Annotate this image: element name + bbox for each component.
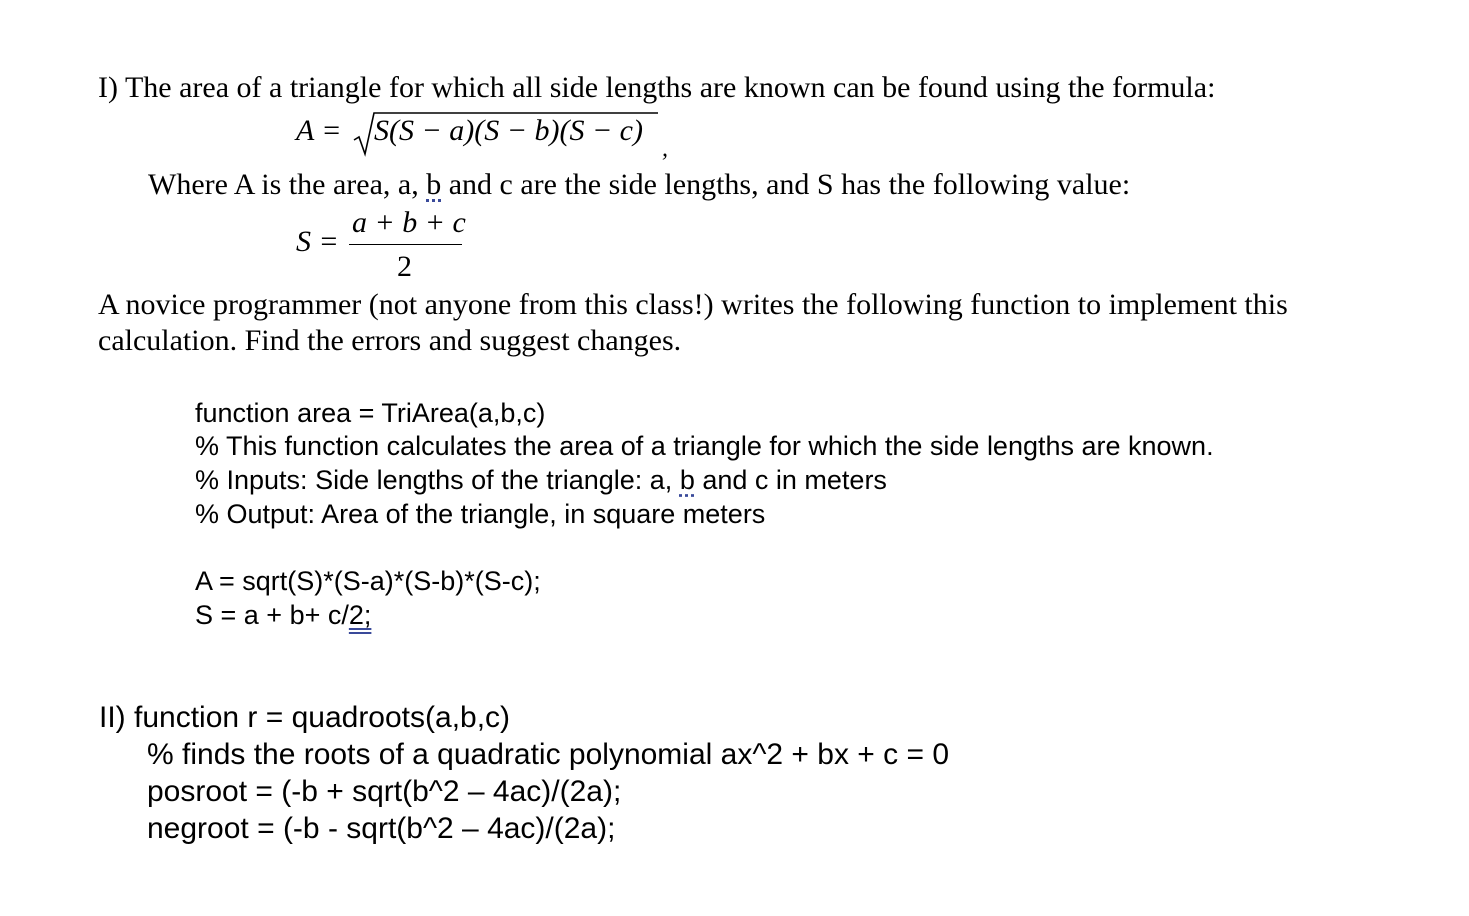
where-line-flagged-word: b [426, 168, 442, 201]
code-line-3-flagged: b [679, 465, 695, 495]
where-line-before: Where A is the area, a, [148, 168, 427, 201]
part2-line-3: posroot = (-b + sqrt(b^2 – 4ac)/(2a); [147, 775, 622, 808]
where-line-after: and c are the side lengths, and S has the following value: [441, 168, 1131, 201]
code-line-6-before: S = a + b+ c/ [195, 600, 349, 630]
code-line-6-flagged: 2; [348, 600, 372, 630]
part2-line-2: % finds the roots of a quadratic polynomial ax^2 + bx + c = 0 [147, 738, 950, 771]
code-line-2: % This function calculates the area of a triangle for which the side lengths are known. [195, 431, 1214, 461]
description-line-2: calculation. Find the errors and suggest changes. [98, 324, 682, 357]
s-formula-lhs: S = [296, 225, 339, 258]
code-line-4: % Output: Area of the triangle, in square meters [195, 499, 766, 529]
where-line [148, 167, 1130, 203]
code-line-5: A = sqrt(S)*(S-a)*(S-b)*(S-c); [195, 566, 541, 596]
fraction-bar [349, 244, 462, 245]
code-line-3 [195, 463, 887, 497]
code-line-1: function area = TriArea(a,b,c) [195, 398, 546, 428]
part2-line-4: negroot = (-b - sqrt(b^2 – 4ac)/(2a); [147, 812, 616, 845]
part1-intro: I) The area of a triangle for which all side lengths are known can be found using the formula: [98, 71, 1216, 104]
s-formula-denominator: 2 [397, 250, 412, 283]
code-line-3-after: and c in meters [694, 465, 887, 495]
s-formula-numerator: a + b + c [352, 206, 466, 239]
code-line-3-before: % Inputs: Side lengths of the triangle: a, [195, 465, 680, 495]
code-line-6 [195, 598, 371, 632]
description-line-1: A novice programmer (not anyone from this class!) writes the following function to implement this [98, 288, 1288, 321]
area-formula-radicand: S(S − a)(S − b)(S − c) [374, 114, 643, 147]
area-formula-lhs: A = [296, 114, 342, 147]
area-formula-comma: , [662, 136, 668, 162]
part2-line-1: II) function r = quadroots(a,b,c) [99, 701, 511, 734]
